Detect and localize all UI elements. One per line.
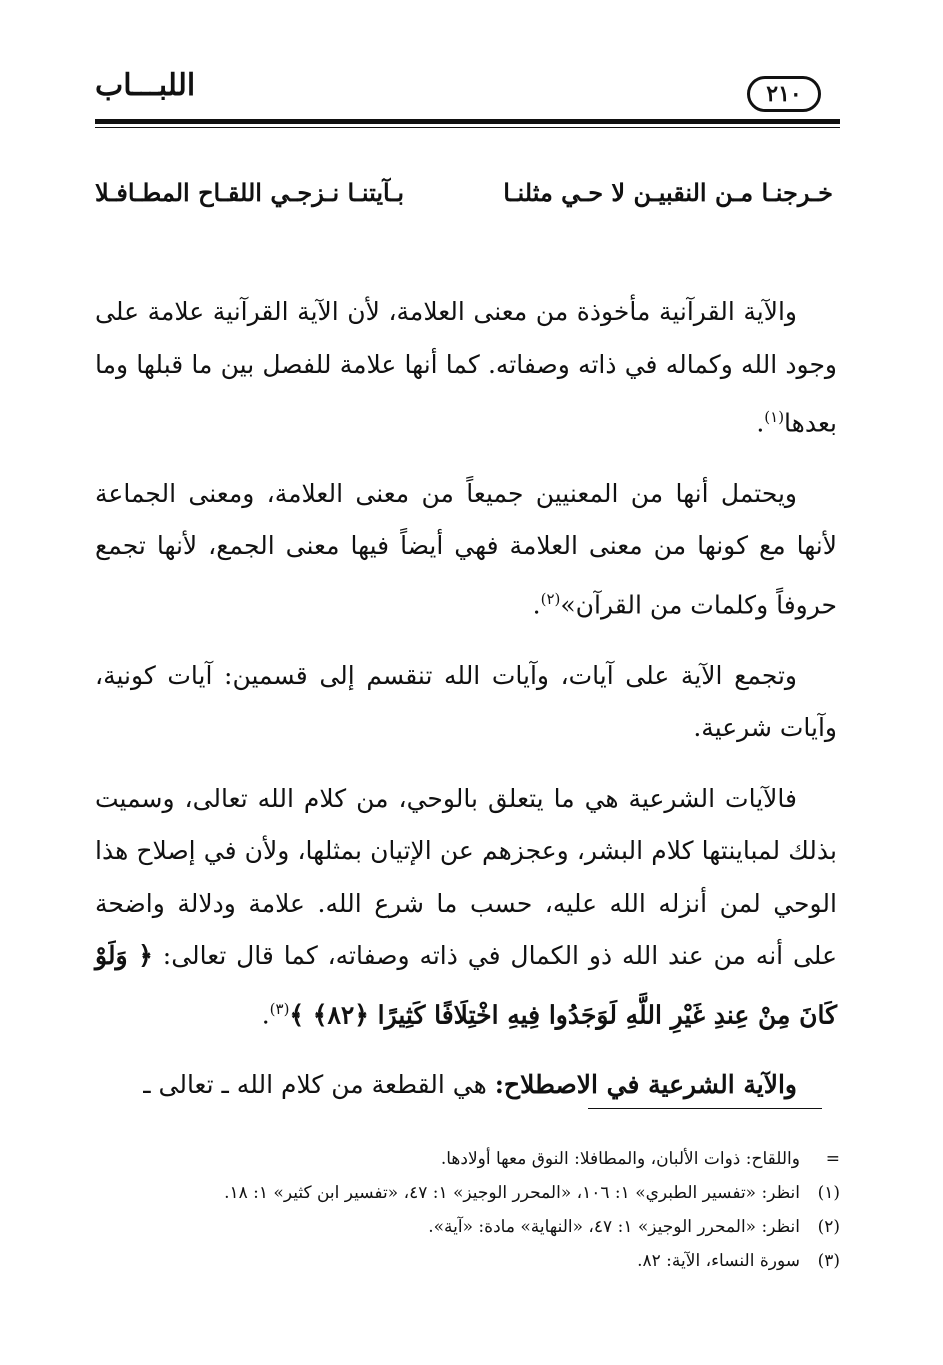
footnote (100, 1176, 840, 1210)
footnote-text: انظر: «تفسير الطبري» ١: ١٠٦، «المحرر الوجيز» ١: ٤٧، «تفسير ابن كثير» ١: ١٨. (224, 1183, 800, 1203)
paragraph-text: والآية القرآنية مأخوذة من معنى العلامة، لأن الآية القرآنية علامة على وجود الله وكماله في ذاته وصفاته. كما أنها علامة للفصل بين ما قبلها وما بعدها (95, 297, 837, 438)
footnote-ref: (٢) (540, 589, 561, 608)
footnote-number: = (825, 1149, 840, 1169)
footnote-separator (588, 1108, 822, 1109)
paragraph (95, 286, 837, 450)
header-rule-thin (95, 127, 840, 128)
header-rule-thick (95, 119, 840, 124)
paragraph-end: . (261, 999, 270, 1029)
footnote (100, 1244, 840, 1278)
quran-verse: ﴿ وَلَوْ كَانَ مِنْ عِندِ غَيْرِ اللَّهِ لَوَجَدُوا فِيهِ اخْتِلَافًا كَثِيرًا ﴿٨٢﴾ ﴾ (95, 941, 837, 1029)
paragraph (95, 773, 837, 1042)
page-number-badge: ٢١٠ (747, 76, 821, 112)
footnote-ref: (٣) (269, 999, 290, 1018)
main-text (95, 286, 837, 1130)
paragraph-text: فالآيات الشرعية هي ما يتعلق بالوحي، من كلام الله تعالى، وسميت بذلك لمباينتها كلام البشر، وعجزهم عن الإتيان بمثلها، ولأن في إصلاح هذا الوحي لمن أنزله الله عليه، حسب ما شرع الله. علامة ودلالة واضحة على أنه من عند الله ذو الكمال في ذاته وصفاته، كما قال تعالى: (95, 783, 837, 971)
paragraph-end: . (532, 590, 541, 620)
paragraph (95, 1059, 837, 1112)
footnote-ref: (١) (764, 408, 785, 426)
paragraph (95, 468, 837, 632)
footnotes (100, 1142, 840, 1278)
paragraph-end: . (756, 408, 765, 438)
term-heading: والآية الشرعية في الاصطلاح: (494, 1070, 797, 1100)
running-header-title: اللبـــاب (95, 68, 196, 103)
verse-second-hemistich: بـآيتنـا نـزجـي اللقـاح المطـافـلا (95, 178, 405, 207)
footnote-text: واللقاح: ذوات الألبان، والمطافلا: النوق معها أولادها. (440, 1149, 800, 1169)
verse-first-hemistich: خـرجنـا مـن النقبيـن لا حـي مثلنـا (503, 178, 833, 207)
footnote-number: (٢) (817, 1217, 840, 1237)
footnote-number: (١) (817, 1183, 840, 1203)
paragraph-text: هي القطعة من كلام الله ـ تعالى ـ (143, 1070, 487, 1100)
paragraph-text: ويحتمل أنها من المعنيين جميعاً من معنى العلامة، ومعنى الجماعة لأنها مع كونها من معنى العلامة فهي أيضاً فيها معنى الجمع، لأنها تجمع حروفاً وكلمات من القرآن» (95, 478, 837, 620)
footnote-number: (٣) (817, 1251, 840, 1271)
paragraph (95, 650, 837, 755)
paragraph-text: وتجمع الآية على آيات، وآيات الله تنقسم إلى قسمين: آيات كونية، وآيات شرعية. (95, 660, 837, 743)
footnote-text: سورة النساء، الآية: ٨٢. (637, 1251, 800, 1271)
footnote (100, 1210, 840, 1244)
footnote (100, 1142, 840, 1176)
footnote-text: انظر: «المحرر الوجيز» ١: ٤٧، «النهاية» مادة: «آية». (428, 1217, 800, 1237)
